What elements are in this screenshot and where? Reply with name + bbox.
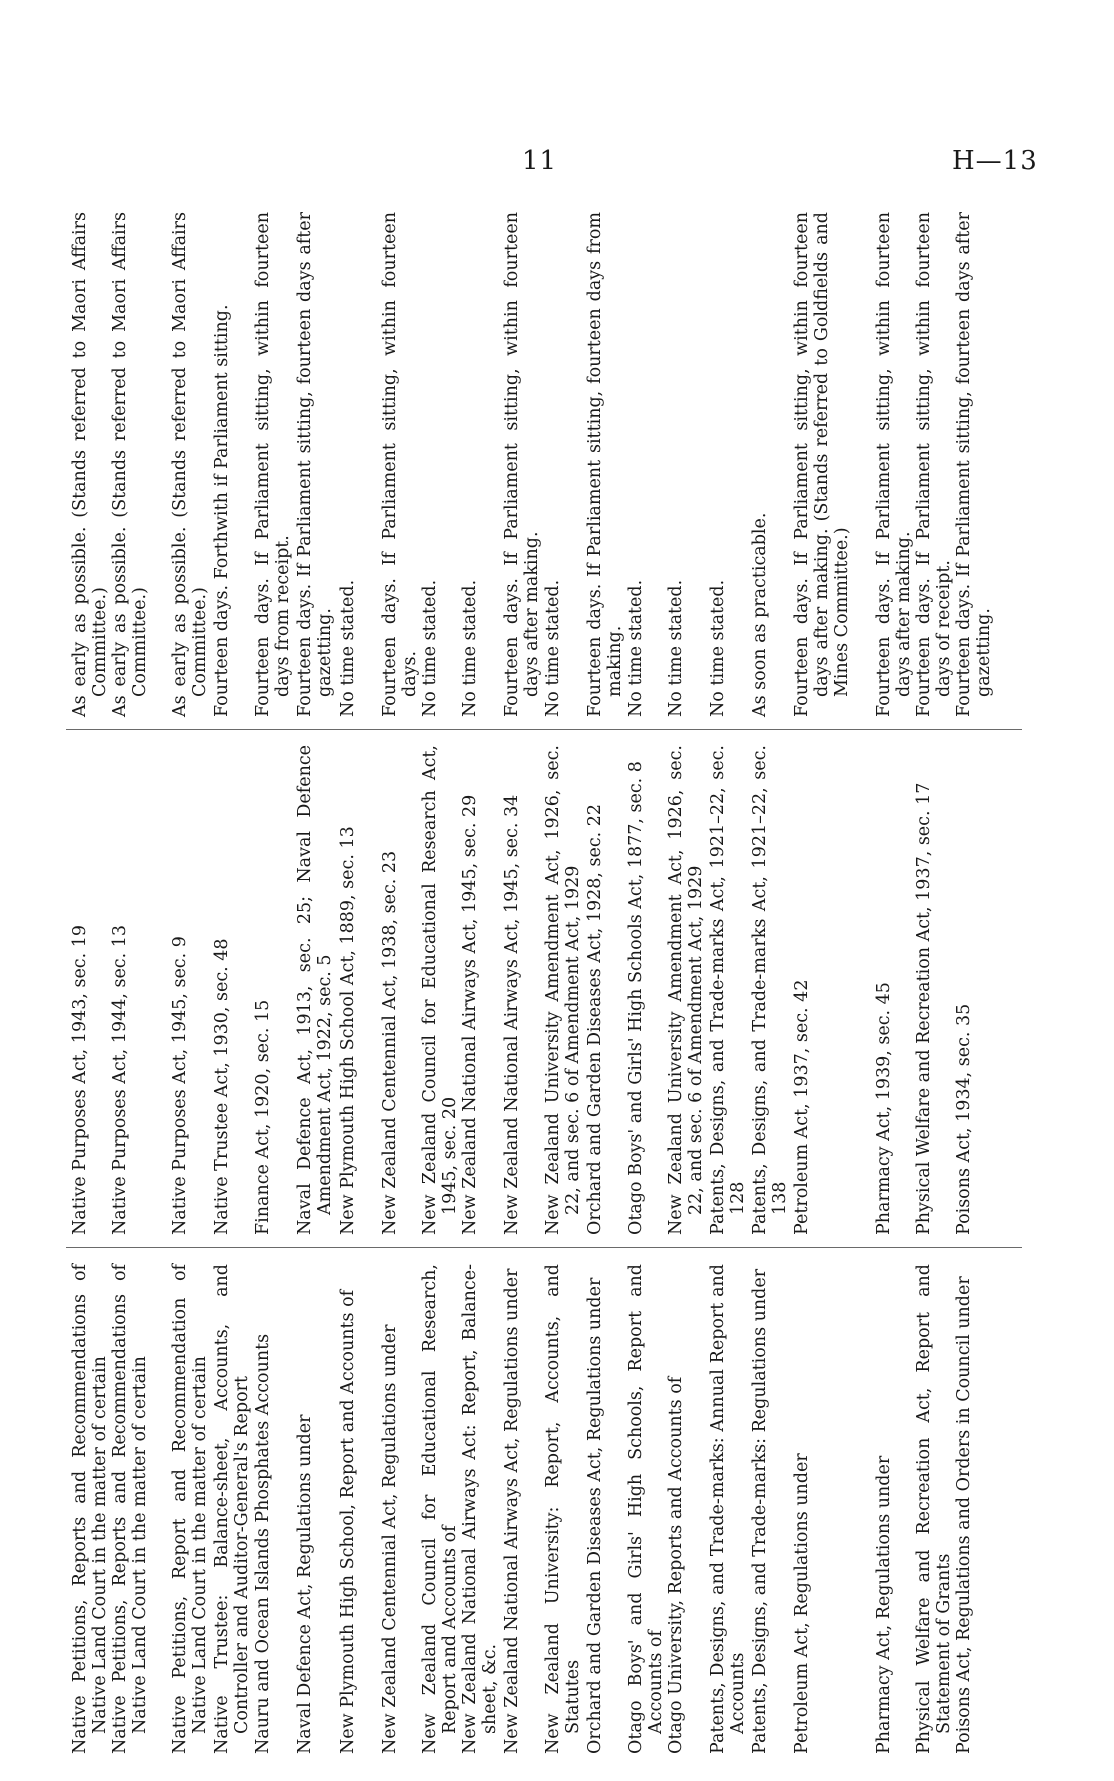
- subject-cell: New Plymouth High School, Report and Accounts of: [338, 1289, 358, 1754]
- subject-cell: Pharmacy Act, Regulations under: [874, 1455, 894, 1754]
- time-cell: Fourteen days. If Parliament sitting, within fourteen days of receipt.: [914, 212, 954, 717]
- time-cell: No time stated.: [543, 579, 563, 717]
- time-cell: Fourteen days. If Parliament sitting, fourteen days after gazetting.: [954, 212, 994, 717]
- act-cell: New Zealand Centennial Act, 1938, sec. 23: [380, 850, 400, 1235]
- act-cell: Patents, Designs, and Trade-marks Act, 1921–22, sec. 128: [708, 745, 748, 1235]
- subject-cell: New Zealand National Airways Act: Report, Balance-sheet, &c.: [460, 1264, 500, 1754]
- time-cell: No time stated.: [338, 579, 358, 717]
- time-cell: No time stated.: [420, 579, 440, 717]
- act-cell: Native Trustee Act, 1930, sec. 48: [212, 938, 232, 1235]
- act-cell: New Zealand National Airways Act, 1945, sec. 29: [460, 794, 480, 1235]
- subject-cell: Orchard and Garden Diseases Act, Regulations under: [585, 1277, 605, 1754]
- act-cell: New Zealand University Amendment Act, 1926, sec. 22, and sec. 6 of Amendment Act, 1929: [666, 745, 706, 1235]
- time-cell: Fourteen days. If Parliament sitting, fourteen days from making.: [585, 212, 625, 717]
- subject-cell: Physical Welfare and Recreation Act, Report and Statement of Grants: [914, 1264, 954, 1754]
- act-cell: Native Purposes Act, 1943, sec. 19: [70, 924, 90, 1235]
- time-cell: No time stated.: [626, 579, 646, 717]
- subject-cell: New Zealand University: Report, Accounts, and Statutes: [543, 1264, 583, 1754]
- column-divider: [66, 729, 1022, 730]
- subject-cell: Native Petitions, Report and Recommendation of Native Land Court in the matter of certain: [170, 1264, 210, 1754]
- time-cell: Fourteen days. If Parliament sitting, within fourteen days after making.: [874, 212, 914, 717]
- subject-cell: Native Petitions, Reports and Recommendations of Native Land Court in the matter of certain: [70, 1264, 110, 1754]
- subject-cell: Native Petitions, Reports and Recommendations of Native Land Court in the matter of certain: [110, 1264, 150, 1754]
- act-cell: Petroleum Act, 1937, sec. 42: [792, 979, 812, 1235]
- act-cell: Finance Act, 1920, sec. 15: [253, 999, 273, 1235]
- subject-cell: Native Trustee: Balance-sheet, Accounts, and Controller and Auditor-General's Report: [212, 1264, 252, 1754]
- time-cell: No time stated.: [666, 579, 686, 717]
- act-cell: Orchard and Garden Diseases Act, 1928, sec. 22: [585, 803, 605, 1235]
- subject-cell: Poisons Act, Regulations and Orders in Council under: [954, 1276, 974, 1754]
- subject-cell: Patents, Designs, and Trade-marks: Regulations under: [750, 1268, 770, 1754]
- column-divider: [66, 1247, 1022, 1248]
- statutes-table: [62, 202, 1032, 1762]
- page-number: 11: [522, 146, 558, 176]
- time-cell: Fourteen days. If Parliament sitting, within fourteen days.: [380, 212, 420, 717]
- subject-cell: Otago University, Reports and Accounts of: [666, 1376, 686, 1754]
- time-cell: As early as possible. (Stands referred to Maori Affairs Committee.): [110, 212, 150, 717]
- time-cell: Fourteen days. If Parliament sitting, fourteen days after gazetting.: [295, 212, 335, 717]
- time-cell: Fourteen days. If Parliament sitting, within fourteen days from receipt.: [253, 212, 293, 717]
- subject-cell: Petroleum Act, Regulations under: [792, 1453, 812, 1754]
- time-cell: Fourteen days. If Parliament sitting, within fourteen days after making.: [502, 212, 542, 717]
- subject-cell: Patents, Designs, and Trade-marks: Annual Report and Accounts: [708, 1264, 748, 1754]
- subject-cell: Nauru and Ocean Islands Phosphates Accounts: [253, 1333, 273, 1754]
- act-cell: New Zealand Council for Educational Research Act, 1945, sec. 20: [420, 745, 460, 1235]
- subject-cell: New Zealand Centennial Act, Regulations under: [380, 1324, 400, 1754]
- time-cell: Fourteen days. Forthwith if Parliament sitting.: [212, 304, 232, 717]
- rotated-table: [62, 202, 1032, 1762]
- act-cell: New Zealand National Airways Act, 1945, sec. 34: [502, 794, 522, 1235]
- subject-cell: New Zealand National Airways Act, Regulations under: [502, 1268, 522, 1754]
- act-cell: Native Purposes Act, 1945, sec. 9: [170, 936, 190, 1235]
- act-cell: Native Purposes Act, 1944, sec. 13: [110, 924, 130, 1235]
- act-cell: Naval Defence Act, 1913, sec. 25; Naval Defence Amendment Act, 1922, sec. 5: [295, 745, 335, 1235]
- time-cell: As soon as practicable.: [750, 512, 770, 717]
- subject-cell: New Zealand Council for Educational Research, Report and Accounts of: [420, 1264, 460, 1754]
- act-cell: New Plymouth High School Act, 1889, sec. 13: [338, 826, 358, 1235]
- act-cell: Physical Welfare and Recreation Act, 1937, sec. 17: [914, 782, 934, 1235]
- subject-cell: Naval Defence Act, Regulations under: [295, 1414, 315, 1754]
- time-cell: No time stated.: [708, 579, 728, 717]
- time-cell: Fourteen days. If Parliament sitting, within fourteen days after making. (Stands referred to Goldfields and Mines Committee.): [792, 212, 852, 717]
- act-cell: Otago Boys' and Girls' High Schools Act, 1877, sec. 8: [626, 761, 646, 1235]
- subject-cell: Otago Boys' and Girls' High Schools, Report and Accounts of: [626, 1264, 666, 1754]
- act-cell: Patents, Designs, and Trade-marks Act, 1921–22, sec. 138: [750, 745, 790, 1235]
- time-cell: As early as possible. (Stands referred to Maori Affairs Committee.): [70, 212, 110, 717]
- act-cell: Pharmacy Act, 1939, sec. 45: [874, 982, 894, 1235]
- document-id: H—13: [952, 146, 1038, 176]
- act-cell: Poisons Act, 1934, sec. 35: [954, 1003, 974, 1235]
- act-cell: New Zealand University Amendment Act, 1926, sec. 22, and sec. 6 of Amendment Act, 1929: [543, 745, 583, 1235]
- time-cell: No time stated.: [460, 579, 480, 717]
- time-cell: As early as possible. (Stands referred to Maori Affairs Committee.): [170, 212, 210, 717]
